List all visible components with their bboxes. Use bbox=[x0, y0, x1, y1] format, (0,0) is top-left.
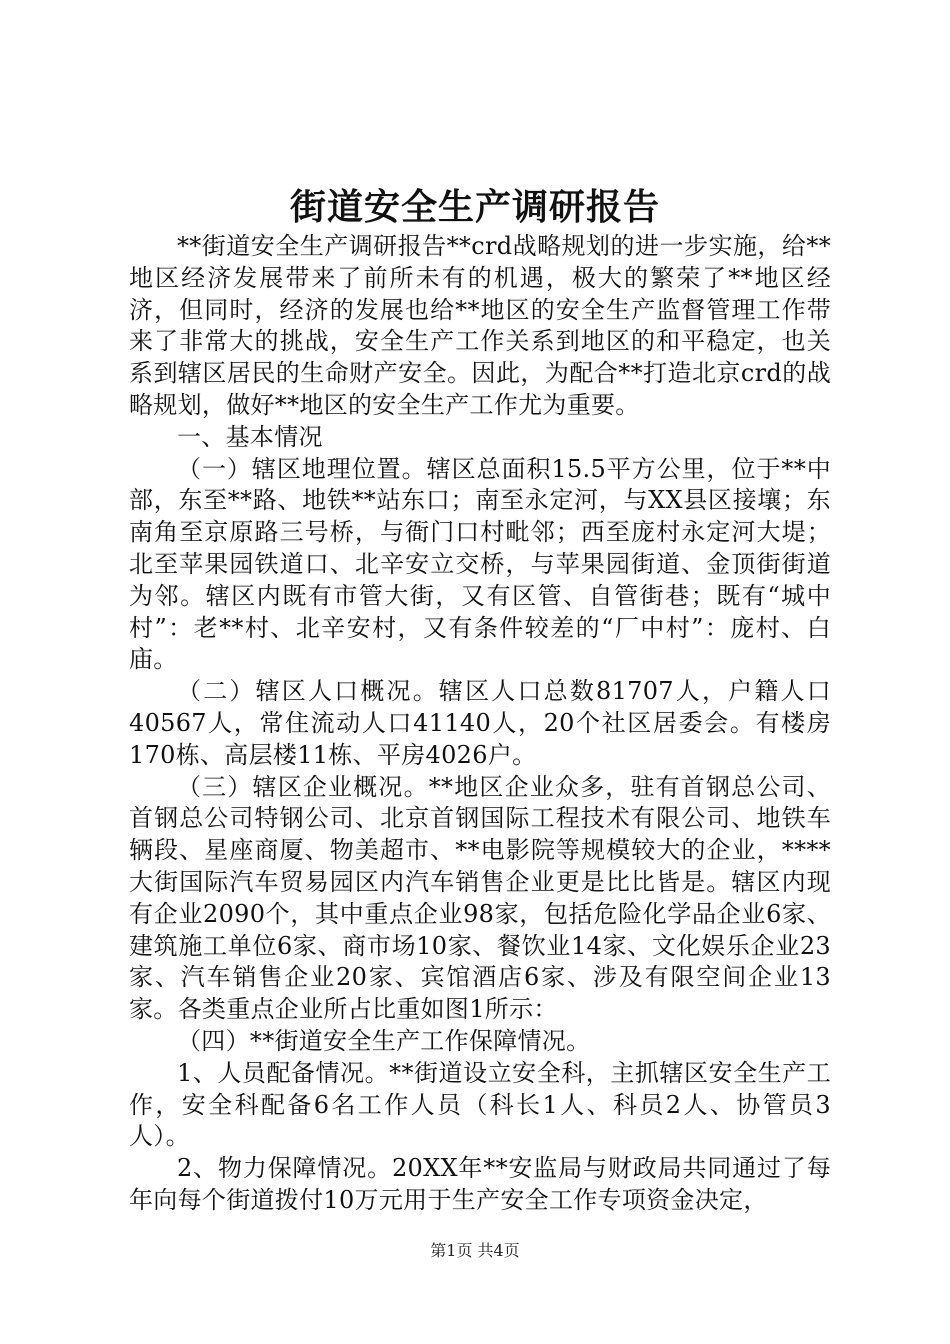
paragraph-enterprises: （三）辖区企业概况。**地区企业众多，驻有首钢总公司、首钢总公司特钢公司、北京首钢国际工程技术有限公司、地铁车辆段、星座商厦、物美超市、**电影院等规模较大的企业，****大街国际汽车贸易园区内汽车销售企业更是比比皆是。辖区内现有企业2090个，其中重点企业98家，包括危险化学品企业6家、建筑施工单位6家、商市场10家、餐饮业14家、文化娱乐企业23家、汽车销售企业20家、宾馆酒店6家、涉及有限空间企业13家。各类重点企业所占比重如图1所示： bbox=[129, 772, 831, 1024]
paragraph-safety-guarantee-heading: （四）**街道安全生产工作保障情况。 bbox=[177, 1026, 591, 1055]
intro-paragraph: **街道安全生产调研报告**crd战略规划的进一步实施，给**地区经济发展带来了前所未有的机遇，极大的繁荣了**地区经济，但同时，经济的发展也给**地区的安全生产监督管理工作带来了非常大的挑战，安全生产工作关系到地区的和平稳定，也关系到辖区居民的生命财产安全。因此，为配合**打造北京crd的战略规划，做好**地区的安全生产工作尤为重要。 bbox=[129, 232, 831, 419]
paragraph-geography: （一）辖区地理位置。辖区总面积15.5平方公里，位于**中部，东至**路、地铁**站东口；南至永定河，与XX县区接壤；东南角至京原路三号桥，与衙门口村毗邻；西至庞村永定河大堤；北至苹果园铁道口、北辛安立交桥，与苹果园街道、金顶街街道为邻。辖区内既有市管大街，又有区管、自管街巷；既有“城中村”：老**村、北辛安村，又有条件较差的“厂中村”：庞村、白庙。 bbox=[129, 454, 831, 674]
paragraph-staffing: 1、人员配备情况。**街道设立安全科，主抓辖区安全生产工作，安全科配备6名工作人员（科长1人、科员2人、协管员3人）。 bbox=[129, 1058, 831, 1151]
page-footer: 第1页 共4页 bbox=[430, 1241, 520, 1260]
document-body bbox=[129, 231, 831, 1217]
paragraph-material-support: 2、物力保障情况。20XX年**安监局与财政局共同通过了每年向每个街道拨付10万元用于生产安全工作专项资金决定， bbox=[129, 1154, 831, 1214]
document-title: 街道安全生产调研报告 bbox=[289, 187, 660, 228]
paragraph-population: （二）辖区人口概况。辖区人口总数81707人，户籍人口40567人，常住流动人口41140人，20个社区居委会。有楼房170栋、高层楼11栋、平房4026户。 bbox=[129, 677, 831, 769]
section-heading-basic-situation: 一、基本情况 bbox=[177, 422, 323, 451]
